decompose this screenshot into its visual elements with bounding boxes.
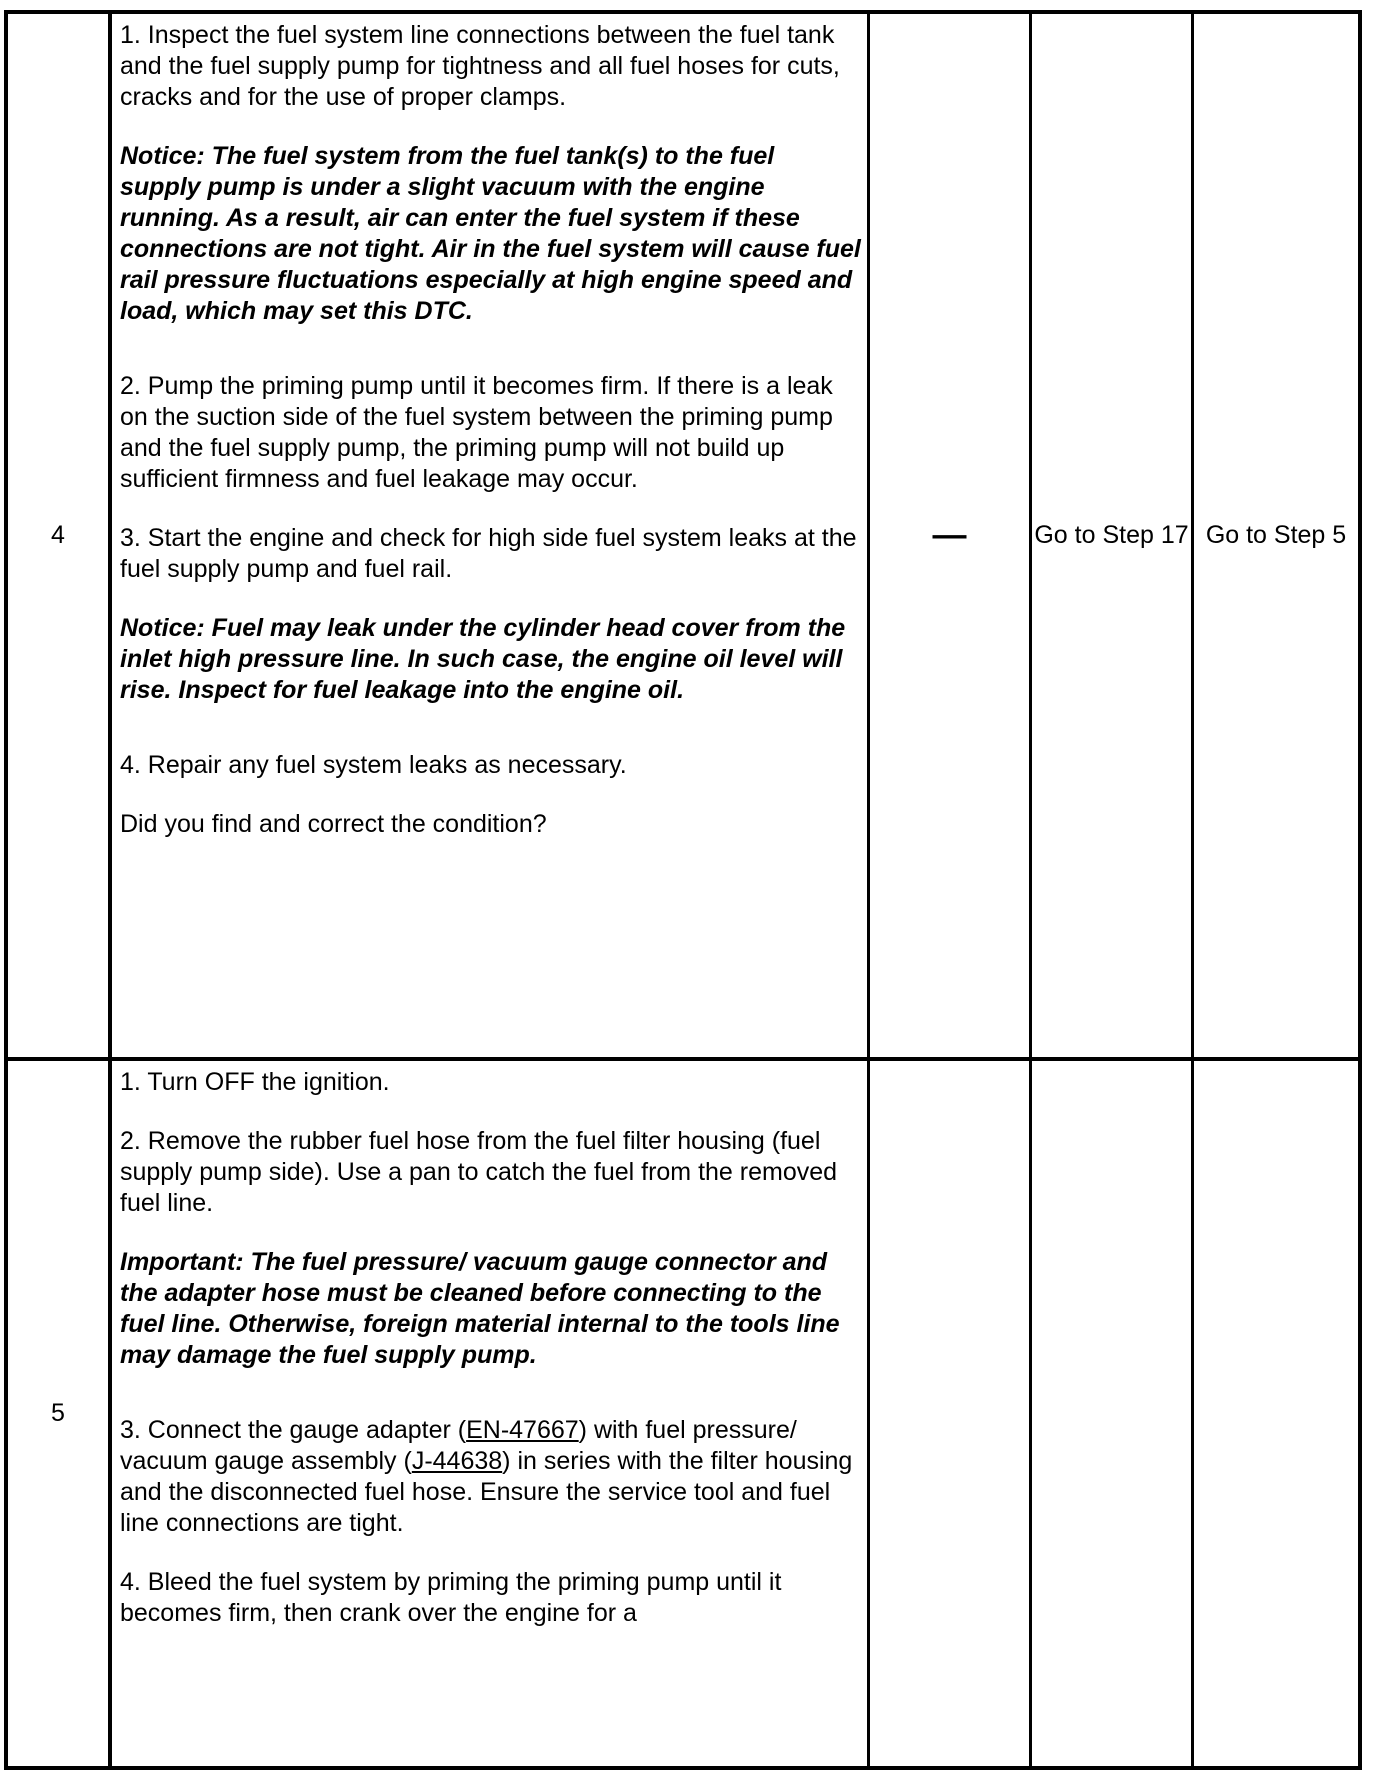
no-cell [1194,14,1358,1057]
action-paragraph: 1. Turn OFF the ignition. [120,1068,390,1096]
yes-cell [1032,1061,1194,1766]
action-text: ) in series with the filter housing and the disconnected fuel hose. Ensure the service tool and fuel line connections are tight. [120,1447,853,1537]
value-cell [870,1061,1032,1766]
action-paragraph-with-links [120,1415,861,1539]
action-paragraph: 3. Start the engine and check for high side fuel system leaks at the fuel supply pump and fuel rail. [120,524,857,583]
action-paragraph: 2. Remove the rubber fuel hose from the fuel filter housing (fuel supply pump side). Use a pan to catch the fuel from the removed fuel line. [120,1127,838,1217]
action-text: ) with fuel pressure/ vacuum gauge assembly ( [120,1416,797,1475]
notice-paragraph: Notice: Fuel may leak under the cylinder head cover from the inlet high pressure line. In such case, the engine oil level will rise. Inspect for fuel leakage into the engine oil. [120,614,846,704]
notice-paragraph: Notice: The fuel system from the fuel tank(s) to the fuel supply pump is under a slight vacuum with the engine running. As a result, air can enter the fuel system if these connections are not tight. Air in the fuel system will cause fuel rail pressure fluctuations especially at high engine speed and load, which may set this DTC. [120,142,861,325]
question-paragraph: Did you find and correct the condition? [120,810,547,838]
step-number: 4 [51,521,65,549]
action-paragraph: 4. Bleed the fuel system by priming the priming pump until it becomes firm, then crank over the engine for a [120,1568,782,1627]
diagnostic-table [4,10,1362,1770]
action-paragraph: 2. Pump the priming pump until it becomes firm. If there is a leak on the suction side of the fuel system between the priming pump and the fuel supply pump, the priming pump will not build up sufficient firmness and fuel leakage may occur. [120,372,833,493]
table-row-step-5 [8,1057,1358,1766]
action-cell [112,1061,870,1766]
tool-link-en-47667[interactable]: EN-47667 [466,1416,579,1444]
action-paragraph: 1. Inspect the fuel system line connections between the fuel tank and the fuel supply pump for tightness and all fuel hoses for cuts, cracks and for the use of proper clamps. [120,21,840,111]
yes-cell [1032,14,1194,1057]
important-paragraph: Important: The fuel pressure/ vacuum gauge connector and the adapter hose must be cleaned before connecting to the fuel line. Otherwise, foreign material internal to the tools line may damage the fuel supply pump. [120,1248,840,1369]
table-row-step-4 [8,14,1358,1057]
step-number: 5 [51,1399,65,1427]
step-number-cell [8,1061,112,1766]
step-number-cell [8,14,112,1057]
no-go-to-step: Go to Step 5 [1205,521,1347,549]
action-paragraph: 4. Repair any fuel system leaks as necessary. [120,751,627,779]
yes-go-to-step: Go to Step 17 [1034,521,1189,549]
action-cell [112,14,870,1057]
action-text: 3. Connect the gauge adapter ( [120,1416,467,1444]
tool-link-j-44638[interactable]: J-44638 [411,1447,503,1475]
value-dash: — [932,516,967,554]
no-cell [1194,1061,1358,1766]
value-cell [870,14,1032,1057]
